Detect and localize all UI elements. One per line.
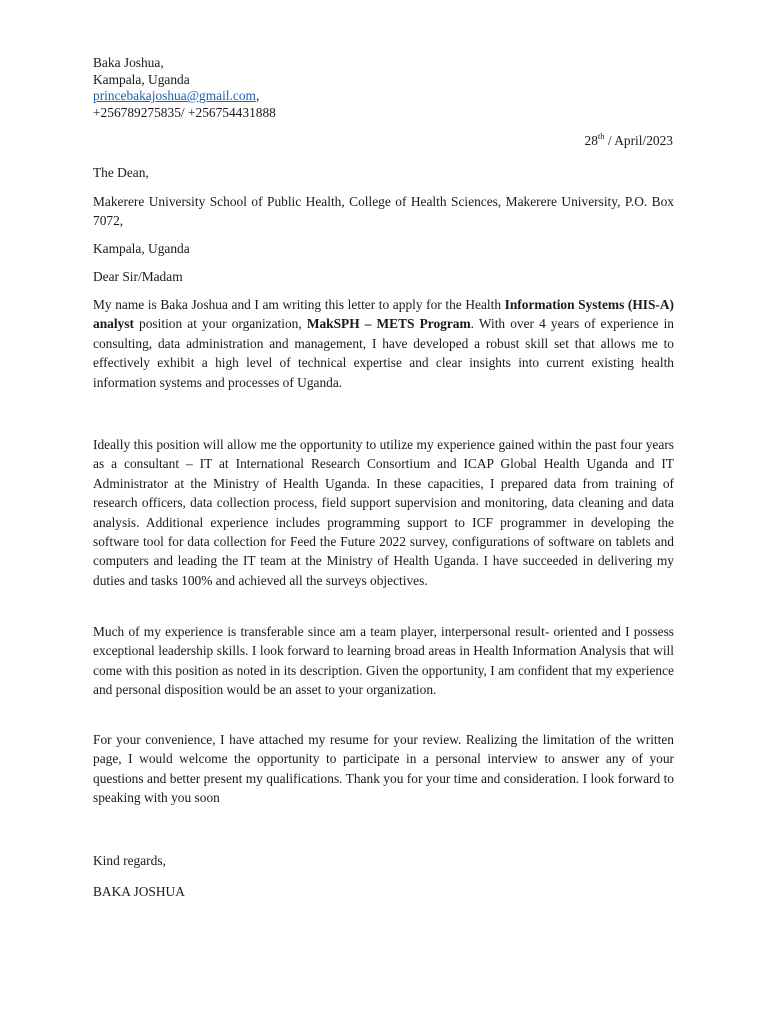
date-ordinal: th (597, 131, 605, 141)
sender-phones: +256789275835/ +256754431888 (93, 104, 276, 120)
sender-email-link[interactable]: princebakajoshua@gmail.com (93, 88, 256, 103)
letter-date (585, 133, 673, 149)
date-rest: / April/2023 (604, 133, 673, 148)
date-day: 28 (584, 133, 598, 148)
p1-program: MakSPH – METS Program (306, 316, 471, 332)
p1-middle: position at your organization, (133, 316, 307, 332)
sender-email-suffix: , (255, 88, 260, 103)
recipient-address: Makerere University School of Public Health, College of Health Sciences, Makerere University, P.O. Box 7072, (93, 194, 674, 229)
closing-phrase: Kind regards, (93, 853, 166, 868)
p1-rest: . With over 4 years of experience in consulting, data administration and management, I have developed a robust skill set that allows me to effectively exhibit a high level of technical expertise and clear insights into current existing health information systems and processes of Uganda. (93, 316, 675, 390)
p1-position: Information Systems (HIS-A) analyst (93, 297, 674, 332)
paragraph-closing: For your convenience, I have attached my resume for your review. Realizing the limitation of the written page, I would welcome the opportunity to participate in a personal interview to answer any of your questions and better present my qualifications. Thank you for your time and consideration. I look forward to speaking with you soon (93, 732, 674, 806)
p1-intro: My name is Baka Joshua and I am writing this letter to apply for the Health (93, 297, 505, 312)
sender-city: Kampala, Uganda (93, 71, 190, 87)
signature-name: BAKA JOSHUA (93, 884, 185, 899)
paragraph-experience: Ideally this position will allow me the opportunity to utilize my experience gained within the past four years as a consultant – IT at International Research Consortium and ICAP Global Health Uganda and IT Administrator at the Ministry of Health Uganda. In these capacities, I prepared data from training of research officers, data collection process, field support supervision and monitoring, data cleaning and data analysis. Additional experience includes programming support to ICF programmer in developing the software tool for data collection for Feed the Future 2022 survey, configurations of software on tablets and computers and leading the IT team at the Ministry of Health Uganda. I have succeeded in delivering my duties and tasks 100% and achieved all the surveys objectives. (93, 437, 674, 588)
sender-email-line (93, 88, 276, 105)
sender-name: Baka Joshua, (93, 55, 164, 70)
salutation: Dear Sir/Madam (93, 269, 183, 284)
sender-block (93, 55, 276, 121)
recipient-title: The Dean, (93, 165, 149, 180)
paragraph-intro (93, 295, 674, 392)
paragraph-skills: Much of my experience is transferable since am a team player, interpersonal result- oriented and I possess exceptional leadership skills. I look forward to learning broad areas in Health Information Analysis that will come with this position as noted in its description. Given the opportunity, I am confident that my experience and personal disposition would be an asset to your organization. (93, 624, 674, 698)
recipient-city: Kampala, Uganda (93, 241, 190, 256)
